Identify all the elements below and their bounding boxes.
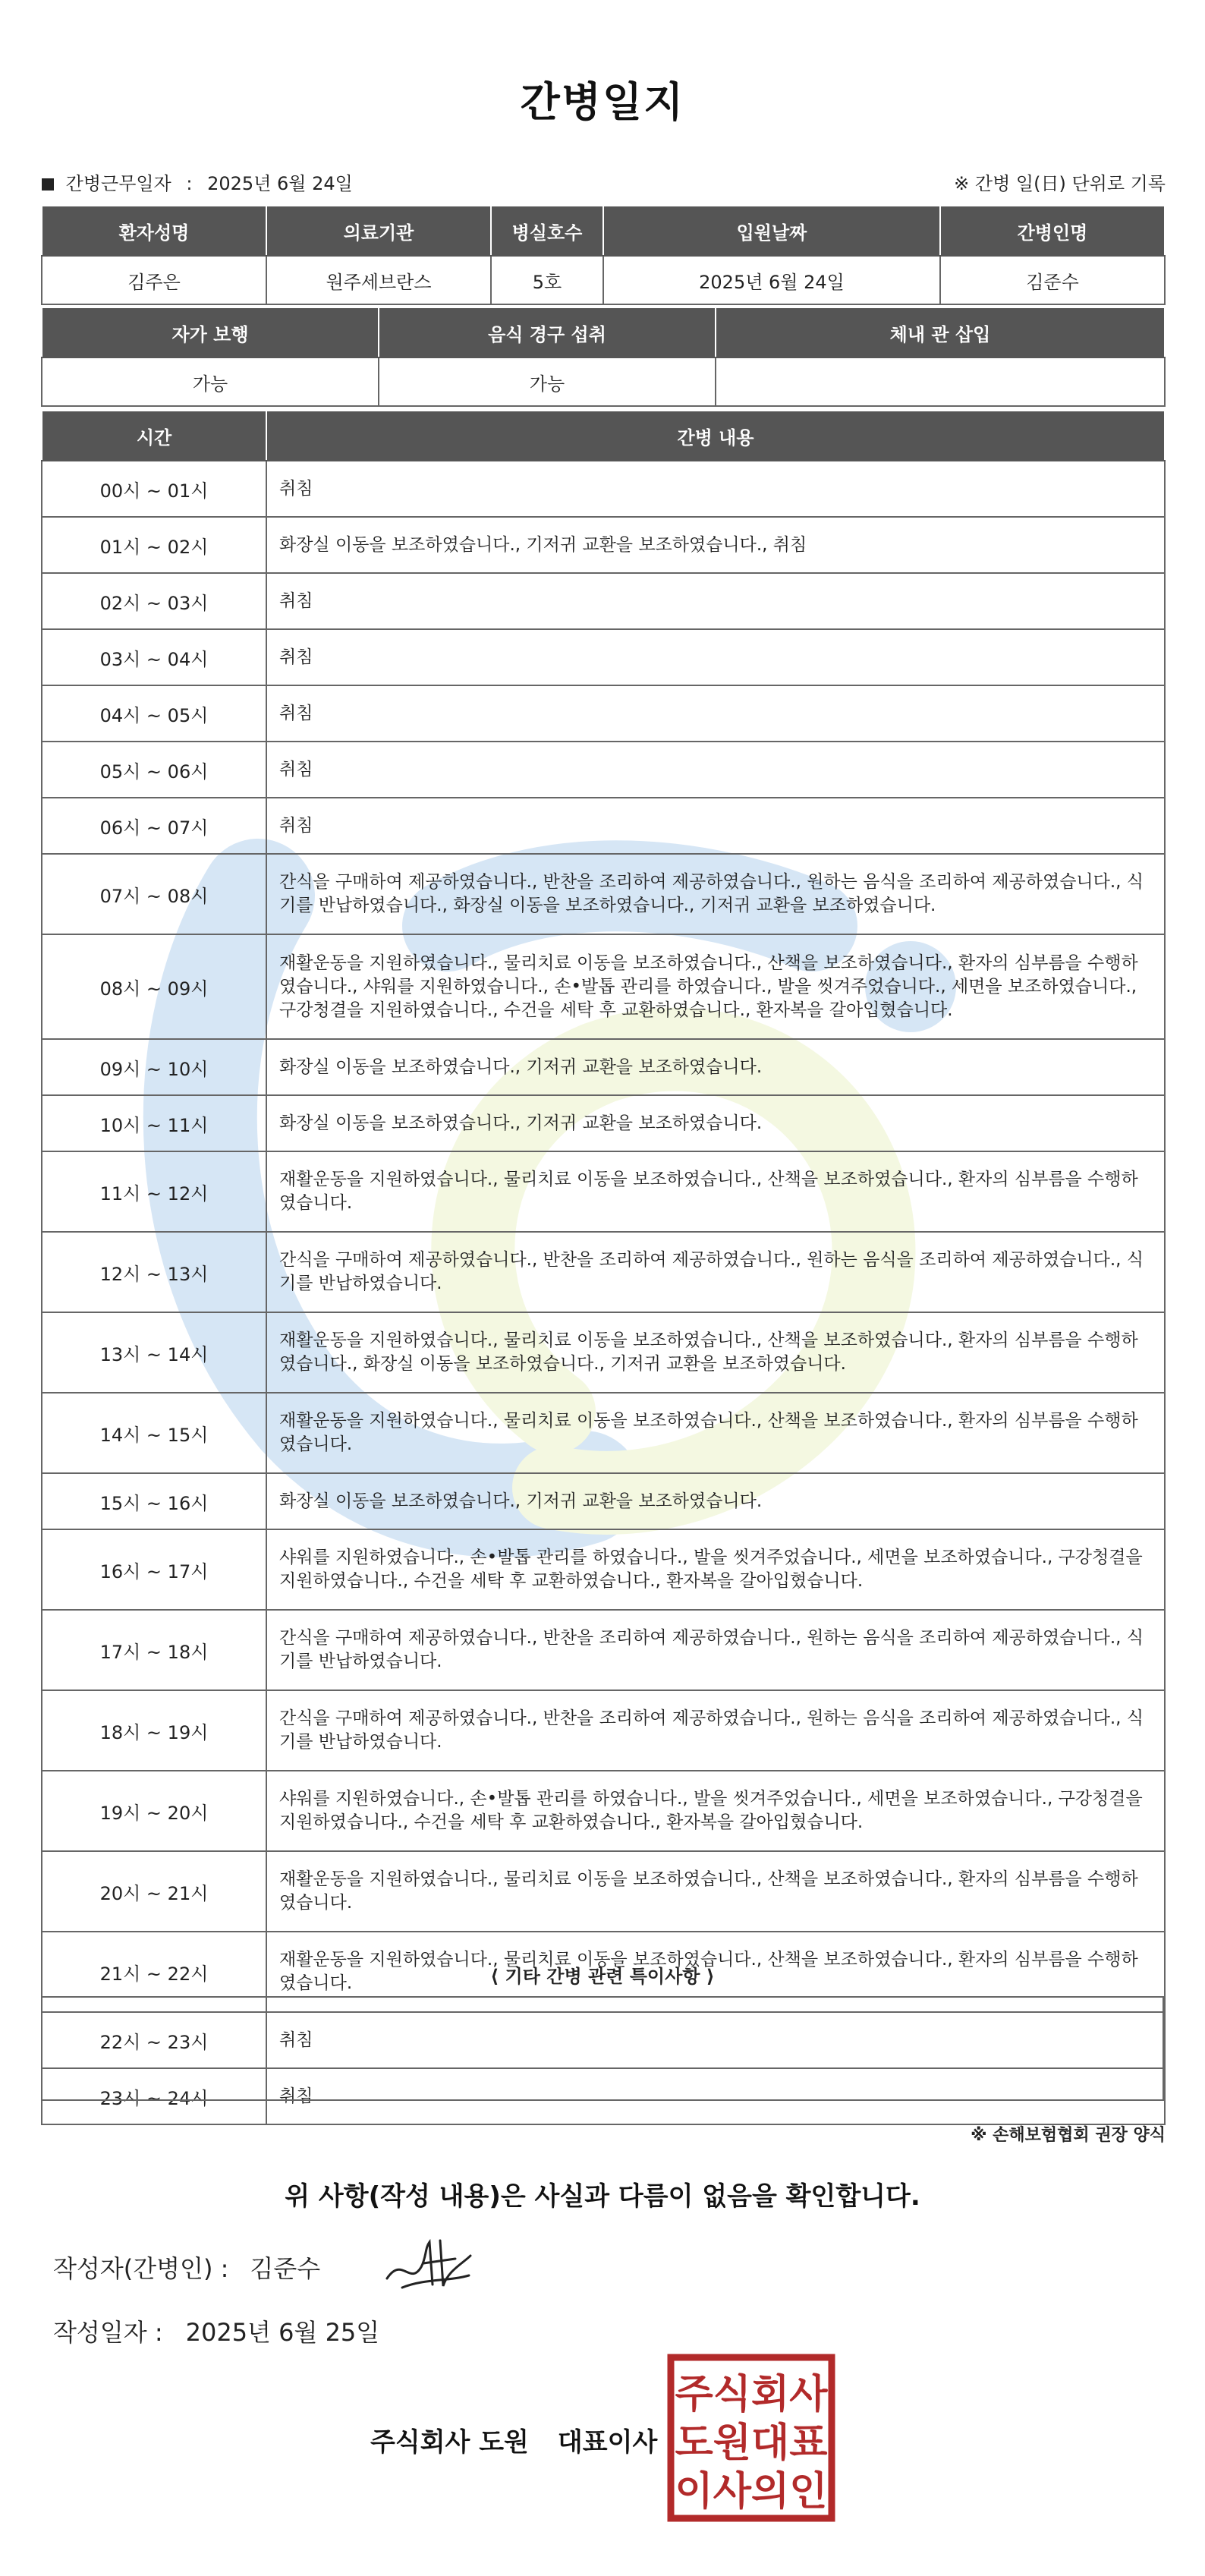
header-hospital: 의료기관 — [266, 206, 491, 256]
recommend-note: ※ 손해보험협회 권장 양식 — [971, 2126, 1166, 2145]
time-cell: 01시 ~ 02시 — [42, 517, 266, 573]
header-caregiver: 간병인명 — [940, 206, 1165, 256]
header-self-walking: 자가 보행 — [42, 307, 379, 357]
time-cell: 16시 ~ 17시 — [42, 1529, 266, 1610]
content-cell: 재활운동을 지원하였습니다., 물리치료 이동을 보조하였습니다., 산책을 보조하였습니다., 환자의 심부름을 수행하였습니다. — [266, 1393, 1165, 1473]
writer-name: 김준수 — [250, 2254, 321, 2283]
content-cell: 재활운동을 지원하였습니다., 물리치료 이동을 보조하였습니다., 산책을 보조하였습니다., 환자의 심부름을 수행하였습니다. — [266, 1932, 1165, 2012]
content-cell: 취침 — [266, 685, 1165, 742]
time-cell: 23시 ~ 24시 — [42, 2068, 266, 2124]
table-row — [42, 798, 1165, 854]
content-cell: 화장실 이동을 보조하였습니다., 기저귀 교환을 보조하였습니다., 취침 — [266, 517, 1165, 573]
oral-intake-value: 가능 — [379, 357, 716, 406]
patient-value-row — [42, 256, 1165, 304]
writer-line — [53, 2250, 320, 2285]
content-cell: 간식을 구매하여 제공하였습니다., 반찬을 조리하여 제공하였습니다., 원하는 음식을 조리하여 제공하였습니다., 식기를 반납하였습니다., 화장실 이동을 보조하였습니다., 기저귀 교환을 보조하였습니다. — [266, 854, 1165, 934]
hospital-name: 원주세브란스 — [266, 256, 491, 304]
company-name: 주식회사 도원 — [370, 2427, 529, 2458]
company-line — [370, 2421, 657, 2458]
seal-line-1: 주식회사 — [675, 2372, 828, 2417]
content-cell: 취침 — [266, 2068, 1165, 2124]
header-tube-insertion: 체내 관 삽입 — [716, 307, 1165, 357]
content-cell: 간식을 구매하여 제공하였습니다., 반찬을 조리하여 제공하였습니다., 원하는 음식을 조리하여 제공하였습니다., 식기를 반납하였습니다. — [266, 1610, 1165, 1690]
content-cell: 간식을 구매하여 제공하였습니다., 반찬을 조리하여 제공하였습니다., 원하는 음식을 조리하여 제공하였습니다., 식기를 반납하였습니다. — [266, 1232, 1165, 1312]
signature-image — [379, 2225, 478, 2301]
content-cell: 취침 — [266, 2012, 1165, 2068]
content-cell: 재활운동을 지원하였습니다., 물리치료 이동을 보조하였습니다., 산책을 보조하였습니다., 환자의 심부름을 수행하였습니다. — [266, 1851, 1165, 1932]
time-cell: 05시 ~ 06시 — [42, 742, 266, 798]
patient-name: 김주은 — [42, 256, 266, 304]
header-room: 병실호수 — [491, 206, 603, 256]
table-row — [42, 517, 1165, 573]
seal-line-3: 이사의인 — [675, 2469, 828, 2515]
time-cell: 02시 ~ 03시 — [42, 573, 266, 629]
bullet-square-icon — [42, 178, 54, 191]
tube-insertion-value — [716, 357, 1165, 406]
table-row — [42, 1690, 1165, 1771]
content-cell: 화장실 이동을 보조하였습니다., 기저귀 교환을 보조하였습니다. — [266, 1095, 1165, 1151]
content-cell: 화장실 이동을 보조하였습니다., 기저귀 교환을 보조하였습니다. — [266, 1473, 1165, 1529]
written-date-value: 2025년 6월 25일 — [185, 2318, 380, 2347]
content-cell: 재활운동을 지원하였습니다., 물리치료 이동을 보조하였습니다., 산책을 보조하였습니다., 환자의 심부름을 수행하였습니다. — [266, 1151, 1165, 1232]
table-row — [42, 854, 1165, 934]
content-cell: 재활운동을 지원하였습니다., 물리치료 이동을 보조하였습니다., 산책을 보조하였습니다., 환자의 심부름을 수행하였습니다., 샤워를 지원하였습니다., 손•발톱 관리를 하였습니다., 발을 씻겨주었습니다., 세면을 보조하였습니다., 구강청결을 지원하였습니다., 수건을 세탁 후 교환하였습니다., 환자복을 갈아입혔습니다. — [266, 934, 1165, 1039]
table-row — [42, 685, 1165, 742]
header-patient-name: 환자성명 — [42, 206, 266, 256]
work-date-separator: : — [186, 173, 193, 194]
time-cell: 08시 ~ 09시 — [42, 934, 266, 1039]
work-date-label: 간병근무일자 — [65, 173, 171, 194]
time-cell: 18시 ~ 19시 — [42, 1690, 266, 1771]
status-header-row — [42, 307, 1165, 357]
table-row — [42, 1151, 1165, 1232]
content-cell: 재활운동을 지원하였습니다., 물리치료 이동을 보조하였습니다., 산책을 보조하였습니다., 환자의 심부름을 수행하였습니다., 화장실 이동을 보조하였습니다., 기저귀 교환을 보조하였습니다. — [266, 1312, 1165, 1393]
header-oral-intake: 음식 경구 섭취 — [379, 307, 716, 357]
patient-info-table — [41, 205, 1166, 305]
table-row — [42, 461, 1165, 517]
table-row — [42, 1095, 1165, 1151]
representative-title: 대표이사 — [557, 2427, 658, 2458]
care-log-table — [41, 410, 1166, 2125]
notes-title: ⟨ 기타 간병 관련 특이사항 ⟩ — [490, 1966, 715, 1987]
table-row — [42, 1039, 1165, 1095]
unit-note: ※ 간병 일(日) 단위로 기록 — [954, 173, 1166, 194]
time-cell: 20시 ~ 21시 — [42, 1851, 266, 1932]
company-seal-stamp — [666, 2353, 836, 2523]
time-cell: 00시 ~ 01시 — [42, 461, 266, 517]
status-value-row — [42, 357, 1165, 406]
table-row — [42, 1851, 1165, 1932]
content-cell: 취침 — [266, 573, 1165, 629]
content-cell: 취침 — [266, 742, 1165, 798]
time-cell: 17시 ~ 18시 — [42, 1610, 266, 1690]
time-cell: 04시 ~ 05시 — [42, 685, 266, 742]
content-cell: 화장실 이동을 보조하였습니다., 기저귀 교환을 보조하였습니다. — [266, 1039, 1165, 1095]
content-cell: 샤워를 지원하였습니다., 손•발톱 관리를 하였습니다., 발을 씻겨주었습니다., 세면을 보조하였습니다., 구강청결을 지원하였습니다., 수건을 세탁 후 교환하였습니다., 환자복을 갈아입혔습니다. — [266, 1771, 1165, 1851]
table-row — [42, 573, 1165, 629]
header-admission-date: 입원날짜 — [603, 206, 940, 256]
time-cell: 13시 ~ 14시 — [42, 1312, 266, 1393]
table-row — [42, 1393, 1165, 1473]
time-cell: 03시 ~ 04시 — [42, 629, 266, 685]
work-date-value: 2025년 6월 24일 — [207, 173, 353, 194]
time-cell: 19시 ~ 20시 — [42, 1771, 266, 1851]
time-cell: 22시 ~ 23시 — [42, 2012, 266, 2068]
time-cell: 12시 ~ 13시 — [42, 1232, 266, 1312]
table-row — [42, 1232, 1165, 1312]
table-row — [42, 742, 1165, 798]
content-cell: 취침 — [266, 461, 1165, 517]
time-cell: 10시 ~ 11시 — [42, 1095, 266, 1151]
time-cell: 21시 ~ 22시 — [42, 1932, 266, 2012]
time-cell: 06시 ~ 07시 — [42, 798, 266, 854]
time-cell: 09시 ~ 10시 — [42, 1039, 266, 1095]
notes-box — [41, 1996, 1164, 2101]
content-cell: 간식을 구매하여 제공하였습니다., 반찬을 조리하여 제공하였습니다., 원하는 음식을 조리하여 제공하였습니다., 식기를 반납하였습니다. — [266, 1690, 1165, 1771]
patient-header-row — [42, 206, 1165, 256]
seal-line-2: 도원대표 — [675, 2420, 828, 2466]
admission-date: 2025년 6월 24일 — [603, 256, 940, 304]
written-date-line — [53, 2313, 379, 2348]
work-date — [42, 168, 353, 195]
room-number: 5호 — [491, 256, 603, 304]
content-cell: 샤워를 지원하였습니다., 손•발톱 관리를 하였습니다., 발을 씻겨주었습니다., 세면을 보조하였습니다., 구강청결을 지원하였습니다., 수건을 세탁 후 교환하였습니다., 환자복을 갈아입혔습니다. — [266, 1529, 1165, 1610]
table-row — [42, 629, 1165, 685]
time-cell: 11시 ~ 12시 — [42, 1151, 266, 1232]
content-cell: 취침 — [266, 629, 1165, 685]
time-cell: 14시 ~ 15시 — [42, 1393, 266, 1473]
log-header-row — [42, 411, 1165, 461]
content-cell: 취침 — [266, 798, 1165, 854]
caregiver-name: 김준수 — [940, 256, 1165, 304]
table-row — [42, 1529, 1165, 1610]
table-row — [42, 934, 1165, 1039]
header-time: 시간 — [42, 411, 266, 461]
self-walking-value: 가능 — [42, 357, 379, 406]
table-row — [42, 1312, 1165, 1393]
page-title: 간병일지 — [520, 78, 685, 126]
written-date-label: 작성일자 : — [53, 2318, 163, 2347]
table-row — [42, 1771, 1165, 1851]
time-cell: 15시 ~ 16시 — [42, 1473, 266, 1529]
time-cell: 07시 ~ 08시 — [42, 854, 266, 934]
table-row — [42, 1610, 1165, 1690]
writer-label: 작성자(간병인) : — [53, 2254, 229, 2283]
header-care-content: 간병 내용 — [266, 411, 1165, 461]
confirm-statement: 위 사항(작성 내용)은 사실과 다름이 없음을 확인합니다. — [285, 2181, 920, 2212]
table-row — [42, 1473, 1165, 1529]
patient-status-table — [41, 307, 1166, 407]
